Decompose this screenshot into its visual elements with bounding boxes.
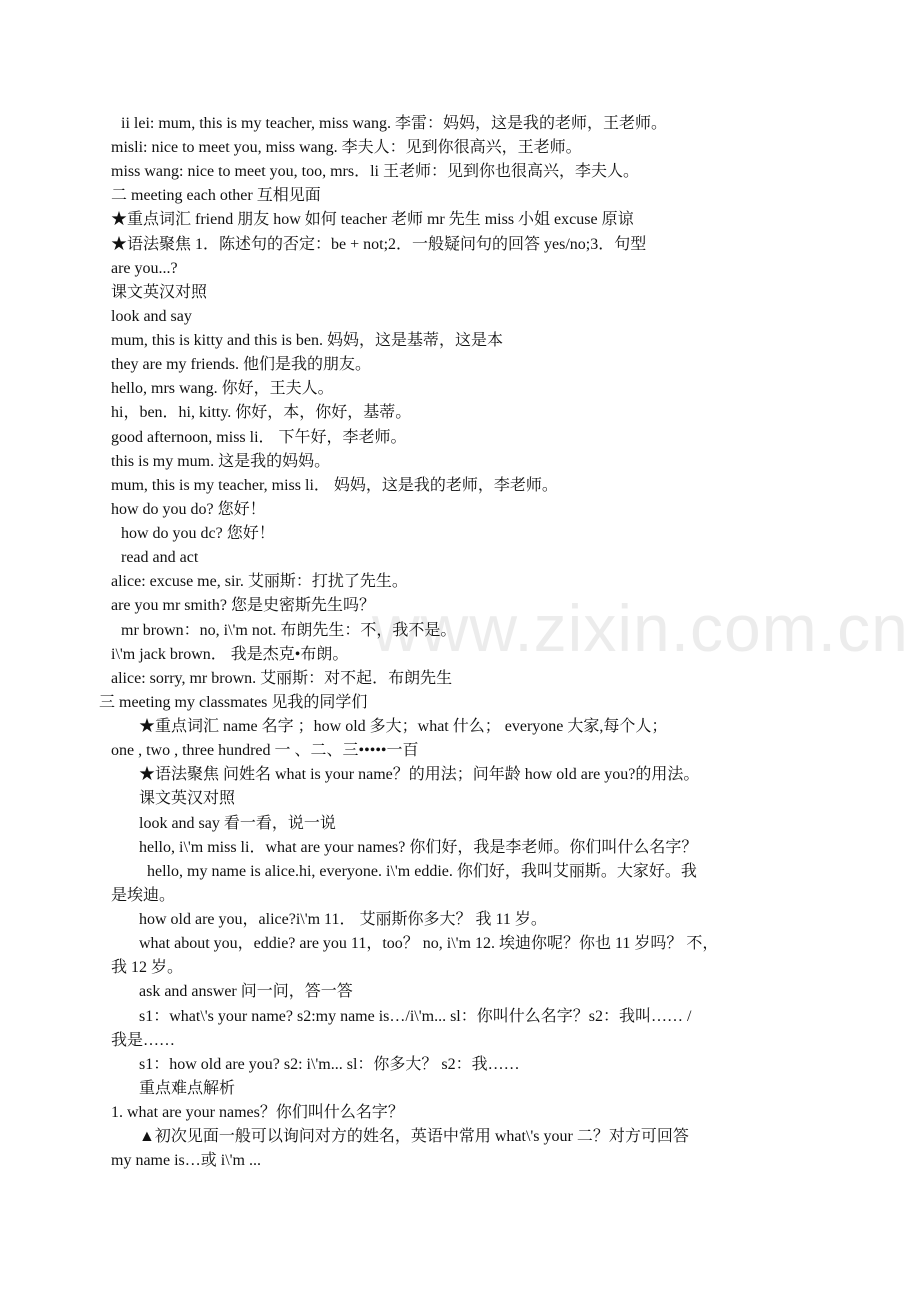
text-line: s1：what\'s your name? s2:my name is…/i\'m... sl：你叫什么名字？s2：我叫…… / — [139, 1008, 692, 1025]
text-line: how do you do? 您好！ — [111, 501, 266, 518]
text-line: 是埃迪。 — [111, 887, 176, 904]
text-line: hello, i\'m miss li．what are your names? 你们好，我是李老师。你们叫什么名字？ — [139, 839, 698, 856]
text-line: ★语法聚焦 1．陈述句的否定：be + not;2．一般疑问句的回答 yes/no;3．句型 — [111, 236, 647, 253]
text-line: how do you dc? 您好！ — [121, 525, 275, 542]
text-line: alice: excuse me, sir. 艾丽斯：打扰了先生。 — [111, 573, 408, 590]
text-line: ★重点词汇 friend 朋友 how 如何 teacher 老师 mr 先生 miss 小姐 excuse 原谅 — [111, 211, 634, 228]
text-line: ii lei: mum, this is my teacher, miss wang. 李雷：妈妈，这是我的老师，王老师。 — [121, 115, 667, 132]
text-line: ask and answer 问一问，答一答 — [139, 983, 353, 1000]
text-line: alice: sorry, mr brown. 艾丽斯：对不起．布朗先生 — [111, 670, 453, 687]
text-line: ★重点词汇 name 名字 ；how old 多大；what 什么； everyone 大家,每个人； — [139, 718, 668, 735]
text-line: good afternoon, miss li． 下午好，李老师。 — [111, 429, 407, 446]
text-line: i\'m jack brown． 我是杰克•布朗。 — [111, 646, 349, 663]
text-line: how old are you，alice?i\'m 11． 艾丽斯你多大？ 我 11 岁。 — [139, 911, 547, 928]
text-line: what about you，eddie? are you 11，too？ no, i\'m 12. 埃迪你呢？你也 11 岁吗？ 不， — [139, 935, 719, 952]
section-heading: 二 meeting each other 互相见面 — [111, 187, 321, 204]
text-line: my name is…或 i\'m ... — [111, 1152, 261, 1169]
text-line: hello, my name is alice.hi, everyone. i\'m eddie. 你们好，我叫艾丽斯。大家好。我 — [147, 863, 697, 880]
text-line: s1：how old are you? s2: i\'m... sl：你多大？ s2：我…… — [139, 1056, 520, 1073]
text-line: hello, mrs wang. 你好，王夫人。 — [111, 380, 334, 397]
text-line: look and say 看一看，说一说 — [139, 815, 336, 832]
text-line: mum, this is my teacher, miss li． 妈妈，这是我的老师，李老师。 — [111, 477, 558, 494]
text-line: are you...? — [111, 260, 178, 277]
text-line: are you mr smith? 您是史密斯先生吗？ — [111, 597, 375, 614]
text-line: this is my mum. 这是我的妈妈。 — [111, 453, 331, 470]
watermark: www.zixin.com.cn — [372, 591, 909, 665]
text-line: 课文英汉对照 — [139, 790, 236, 807]
text-line: mum, this is kitty and this is ben. 妈妈，这是基蒂，这是本 — [111, 332, 504, 349]
text-line: look and say — [111, 308, 192, 325]
text-line: ★语法聚焦 问姓名 what is your name？的用法；问年龄 how old are you?的用法。 — [139, 766, 700, 783]
section-heading: 三 meeting my classmates 见我的同学们 — [99, 694, 368, 711]
text-line: one , two , three hundred 一 、二、三•••••一百 — [111, 742, 419, 759]
text-line: miss wang: nice to meet you, too, mrs．li 王老师：见到你也很高兴，李夫人。 — [111, 163, 639, 180]
text-line: 课文英汉对照 — [111, 284, 208, 301]
text-line: ▲初次见面一般可以询问对方的姓名，英语中常用 what\'s your 二？对方可回答 — [139, 1128, 689, 1145]
text-line: 1. what are your names？你们叫什么名字？ — [111, 1104, 404, 1121]
subsection-heading: 重点难点解析 — [139, 1080, 236, 1097]
text-line: mr brown：no, i\'m not. 布朗先生：不，我不是。 — [121, 622, 457, 639]
text-line: hi，ben．hi, kitty. 你好，本，你好，基蒂。 — [111, 404, 412, 421]
text-line: 我是…… — [111, 1032, 176, 1049]
text-line: read and act — [121, 549, 199, 566]
text-line: 我 12 岁。 — [111, 959, 184, 976]
text-line: they are my friends. 他们是我的朋友。 — [111, 356, 371, 373]
text-line: misli: nice to meet you, miss wang. 李夫人：见到你很高兴，王老师。 — [111, 139, 582, 156]
